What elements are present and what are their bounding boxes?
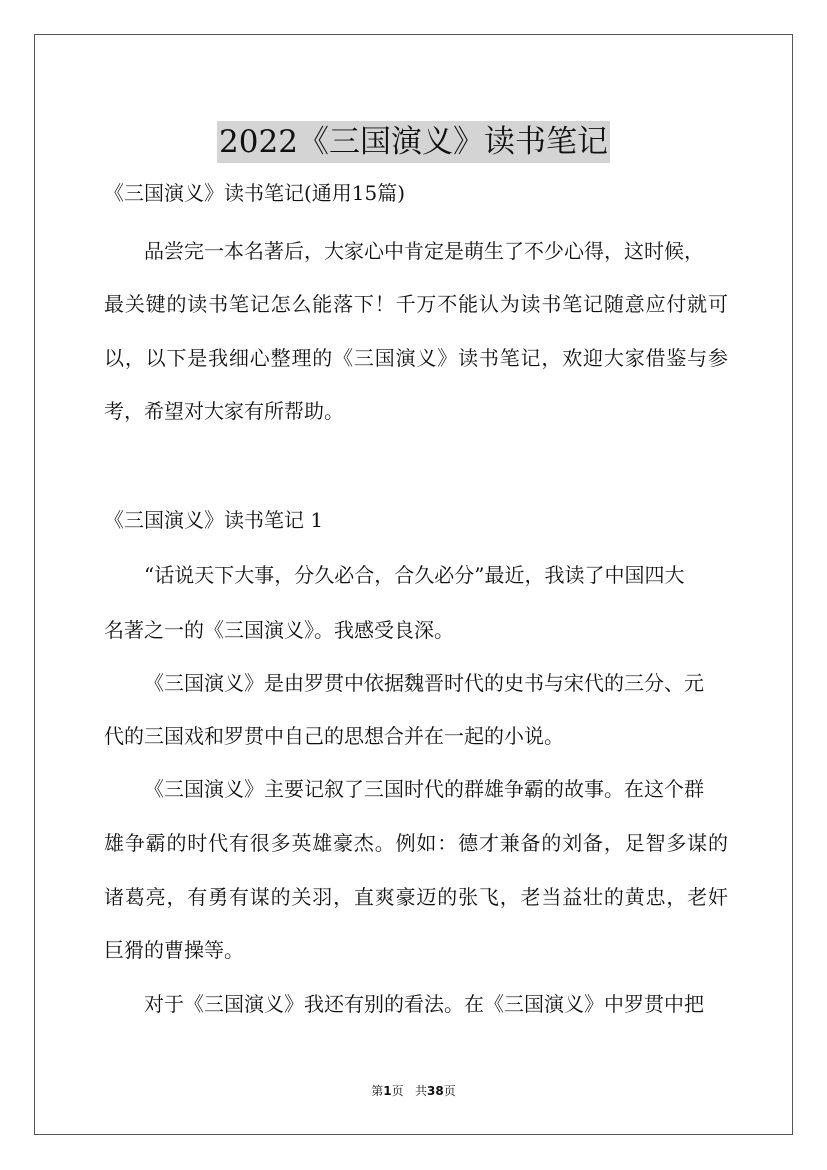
footer-suffix: 页 (443, 1084, 456, 1098)
body-line-3: 《三国演义》是由罗贯中依据魏晋时代的史书与宋代的三分、元 (144, 671, 704, 695)
document-subtitle: 《三国演义》读书笔记(通用15篇) (104, 181, 406, 205)
document-title: 2022《三国演义》读书笔记 (217, 121, 610, 163)
footer-total-pages: 38 (427, 1084, 444, 1098)
footer-middle: 页 共 (391, 1084, 428, 1098)
body-line-9: 对于《三国演义》我还有别的看法。在《三国演义》中罗贯中把 (144, 992, 704, 1016)
intro-line-3: 以，以下是我细心整理的《三国演义》读书笔记，欢迎大家借鉴与参 (104, 346, 728, 370)
body-line-2: 名著之一的《三国演义》。我感受良深。 (104, 618, 454, 642)
page-footer (0, 1083, 827, 1099)
body-line-5: 《三国演义》主要记叙了三国时代的群雄争霸的故事。在这个群 (144, 777, 704, 801)
intro-line-4: 考，希望对大家有所帮助。 (104, 399, 344, 423)
body-line-6: 雄争霸的时代有很多英雄豪杰。例如：德才兼备的刘备，足智多谋的 (104, 831, 728, 855)
body-line-7: 诸葛亮，有勇有谋的关羽，直爽豪迈的张飞，老当益壮的黄忠，老奸 (104, 885, 728, 909)
intro-line-2: 最关键的读书笔记怎么能落下！千万不能认为读书笔记随意应付就可 (104, 292, 728, 316)
section-heading: 《三国演义》读书笔记 1 (104, 508, 324, 532)
body-line-8: 巨猾的曹操等。 (104, 938, 244, 962)
intro-line-1: 品尝完一本名著后，大家心中肯定是萌生了不少心得，这时候， (144, 239, 704, 263)
body-line-4: 代的三国戏和罗贯中自己的思想合并在一起的小说。 (104, 724, 564, 748)
footer-prefix: 第 (371, 1084, 384, 1098)
title-container (0, 100, 827, 184)
footer-page-number: 1 (383, 1084, 392, 1098)
body-line-1: “话说天下大事，分久必合，合久必分”最近，我读了中国四大 (144, 563, 685, 587)
